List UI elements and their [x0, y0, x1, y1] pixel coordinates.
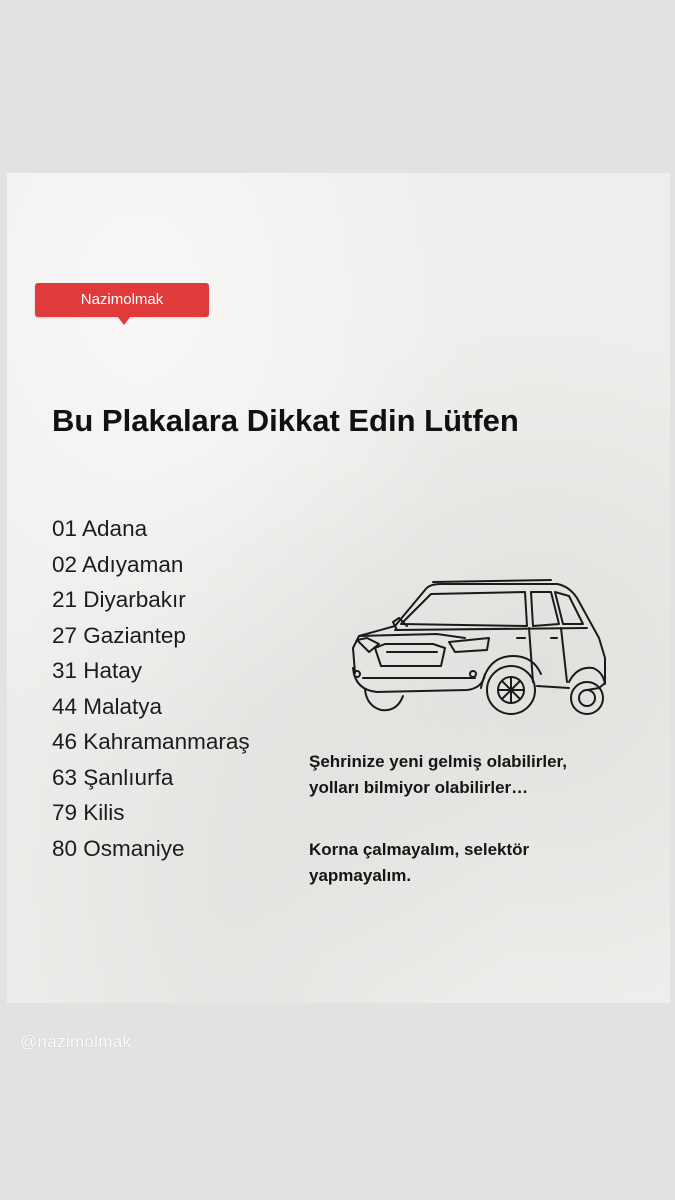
- message-line-2: yolları bilmiyor olabilirler…: [309, 778, 529, 797]
- message-line-4: yapmayalım.: [309, 866, 412, 885]
- plate-item: 44 Malatya: [52, 693, 163, 719]
- brand-badge: [35, 283, 209, 317]
- post-title: Bu Plakalara Dikkat Edin Lütfen: [52, 403, 519, 438]
- message-paragraph-1: [309, 749, 654, 801]
- brand-badge-label: Nazimolmak: [80, 291, 164, 308]
- plate-item: 01 Adana: [52, 516, 148, 541]
- plate-item: 21 Diyarbakır: [52, 587, 186, 612]
- plate-item: 63 Şanlıurfa: [52, 764, 174, 790]
- message-line-3: Korna çalmayalım, selektör: [309, 840, 530, 859]
- plate-item: 02 Adıyaman: [52, 551, 184, 577]
- message-line-1: Şehrinize yeni gelmiş olabilirler,: [309, 752, 567, 771]
- plate-list: [52, 511, 250, 866]
- plate-item: 79 Kilis: [52, 800, 125, 825]
- message-paragraph-2: [309, 837, 654, 889]
- plate-item: 46 Kahramanmaraş: [52, 729, 250, 754]
- plate-item: 80 Osmaniye: [52, 835, 185, 861]
- suv-car-icon: [337, 578, 612, 728]
- plate-item: 27 Gaziantep: [52, 622, 186, 648]
- brand-badge-pointer: [117, 316, 131, 325]
- story-mention-handle[interactable]: @nazimolmak: [20, 1032, 132, 1051]
- plate-item: 31 Hatay: [52, 658, 143, 683]
- post-card: [7, 173, 670, 1003]
